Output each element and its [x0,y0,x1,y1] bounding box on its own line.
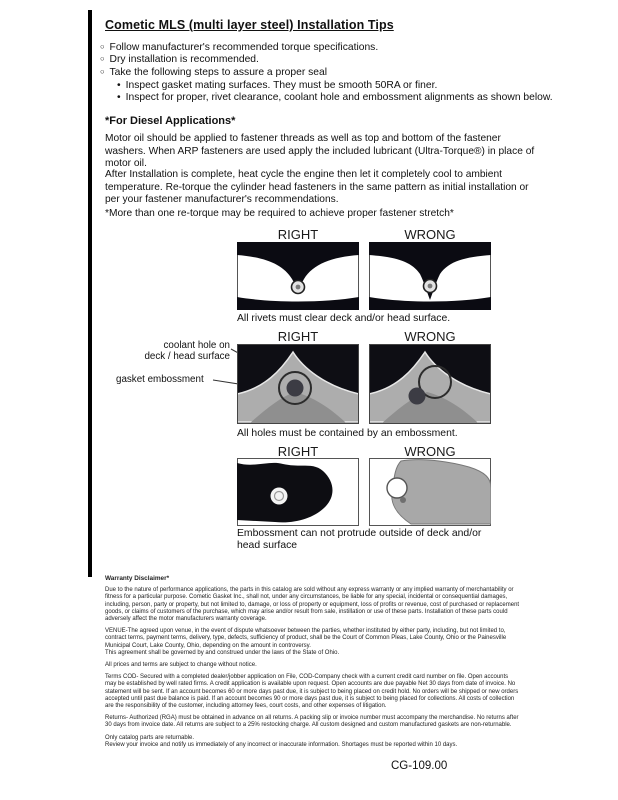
wrong-label-row3: WRONG [404,444,456,459]
coolant-hole-callout-line2: deck / head surface [144,351,230,363]
disclaimer-paragraph: Review your invoice and notify us immediately of any incorrect or inaccurate information. Shortages must be reported within 10 days. [105,741,458,748]
right-label-row1: RIGHT [277,227,319,242]
tip-item: ○ Follow manufacturer's recommended torque specifications. [100,42,378,54]
subtip-item: • Inspect for proper, rivet clearance, coolant hole and embossment alignments as shown below. [117,92,553,104]
disclaimer-paragraph: VENUE-The agreed upon venue, in the event of dispute whatsoever between the parties, whether instituted by either party, including, but not limited to, contract terms, payment terms, delivery, type, defects, sufficiency of product, shall be the Court of Common Pleas, Lake County, Ohio or the Painesville Municipal Court, Lake County, Ohio, depending on the amount in controversy. [105,628,507,649]
embossment-protrusion-wrong-diagram [369,458,491,526]
subtip-item: • Inspect gasket mating surfaces. They must be smooth 50RA or finer. [117,80,553,92]
disclaimer-paragraph: This agreement shall be governed by and construed under the laws of the State of Ohio. [105,649,340,656]
embossment-protrusion-right-diagram [237,458,359,526]
right-label-row2: RIGHT [277,329,319,344]
disclaimer-paragraph: All prices and terms are subject to change without notice. [105,662,257,669]
gasket-embossment-callout: gasket embossment [116,374,204,385]
disclaimer-paragraph: Due to the nature of performance applications, the parts in this catalog are sold without any express warranty or any implied warranty of merchantability or fitness for a particular purpose. Cometic Gasket Inc., shall not, under any circumstances, be liable for any special, incidental or consequential damages, including, person, party or property, but not limited to, damage, or loss of property or equipment, loss of profits or revenue, cost of purchased or replacement goods, or claims of customers of the purchase, which may arise and/or result from sale, instillation or use of these parts. Installation of these parts could adversely affect the motor manufacturers warranty coverage. [105,587,520,623]
warranty-disclaimer-section [105,575,521,749]
page-number: CG-109.00 [391,760,448,772]
disclaimer-paragraph: Only catalog parts are returnable. [105,734,195,741]
right-label-row3: RIGHT [277,444,319,459]
disclaimer-paragraph: Returns- Authorized (RGA) must be obtained in advance on all returns. A packing slip or invoice number must accompany the merchandise. No returns after 30 days from invoice date. All returns are subject to a 25% restocking charge. All custom designed and custom manufactured gaskets are non-returnable. [105,715,519,729]
wrong-label-row2: WRONG [404,329,456,344]
embossment-containment-wrong-diagram [369,344,491,424]
row3-caption: Embossment can not protrude outside of deck and/or head surface [237,528,482,552]
installation-subtips-list [117,80,553,105]
tip-item: ○ Take the following steps to assure a proper seal [100,67,378,79]
diesel-paragraph-1: Motor oil should be applied to fastener threads as well as top and bottom of the fastener washers. When ARP fasteners are used apply the included lubricant (Ultra-Torque®) in place of motor oil. [105,133,535,170]
diesel-applications-heading: *For Diesel Applications* [105,115,236,127]
rivet-clearance-right-diagram [237,242,359,310]
installation-tips-list [100,42,378,79]
disclaimer-paragraph: Terms COD- Secured with a completed dealer/jobber application on File, COD-Company check with a current credit card number on file. Open accounts may be established by well rated firms. A credit application is available upon request. Open accounts are due payable Net 30 days from date of invoice. No statement will be sent. If an account becomes 60 or more days past due, it is subject to being placed on credit hold. No orders will be shipped or new orders accepted until past due balance is paid. If an account becomes 90 or more days past due, it is subject to being placed for collections. All costs of collection are the responsibility of the customer, including attorney fees, court costs, and other expenses of litigation. [105,674,519,710]
wrong-label-row1: WRONG [404,227,456,242]
page-title: Cometic MLS (multi layer steel) Installation Tips [105,18,394,32]
disclaimer-heading: Warranty Disclaimer* [105,575,170,582]
diesel-paragraph-2: After Installation is complete, heat cycle the engine then let it completely cool to ambient temperature. Re-torque the cylinder head fasteners in the same pattern as initial installation or per your fastener manufacturer's recommendations. [105,169,529,206]
rivet-clearance-wrong-diagram [369,242,491,310]
coolant-hole-callout-line1: coolant hole on [163,340,230,351]
retorque-note: *More than one re-torque may be required to achieve proper fastener stretch* [105,208,454,219]
left-border-rule [88,10,92,577]
row1-caption: All rivets must clear deck and/or head surface. [237,313,451,324]
tip-item: ○ Dry installation is recommended. [100,54,378,66]
embossment-containment-right-diagram [237,344,359,424]
row2-caption: All holes must be contained by an embossment. [237,428,458,439]
